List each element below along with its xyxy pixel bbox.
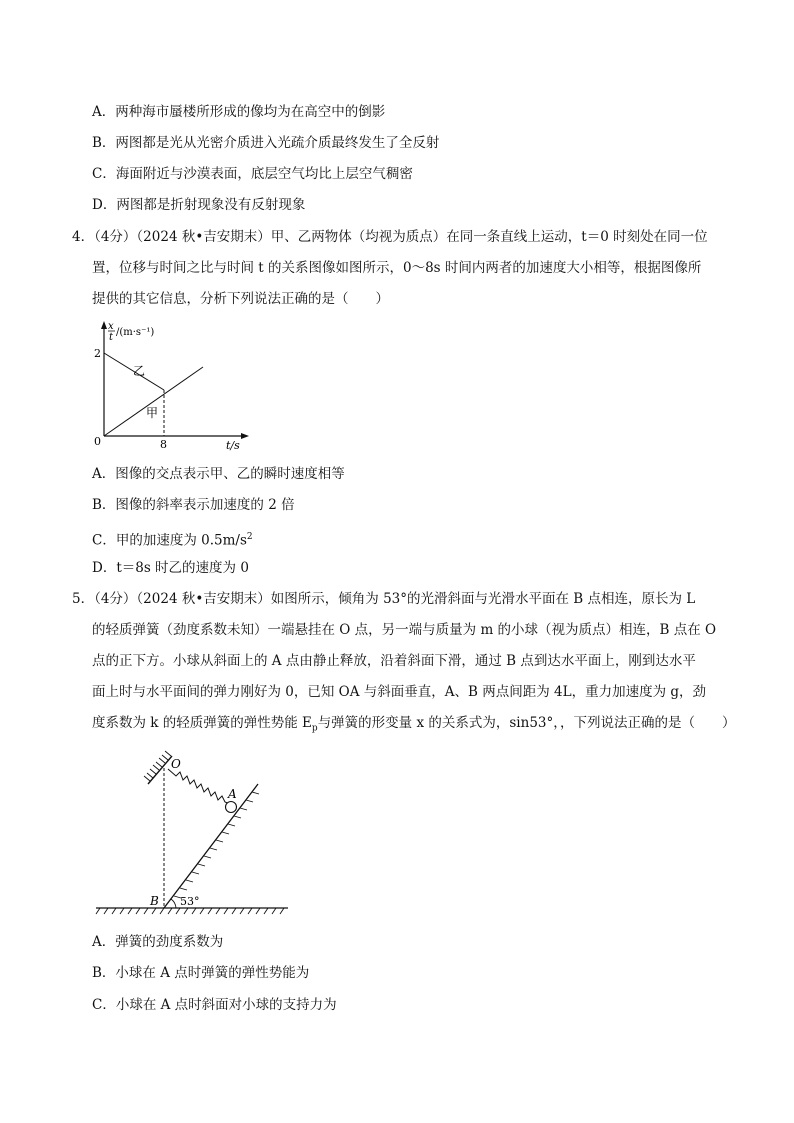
q5-stem-line2: 的轻质弹簧（劲度系数未知）一端悬挂在 O 点，另一端与质量为 m 的小球（视为质点）相连，B 点在 O [92,622,717,638]
y-label-den: t [109,332,114,343]
y-axis-arrow [101,321,107,329]
q5-stem-line3: 点的正下方。小球从斜面上的 A 点由静止释放，沿着斜面下滑，通过 B 点到达水平面上，刚到达水平 [92,653,696,669]
label-b: B [150,894,159,908]
q5-figure [92,748,292,916]
q3-option-b: B．两图都是光从光密介质进入光疏介质最终发生了全反射 [92,135,440,151]
ball-a [226,802,237,813]
y-label-unit: /(m·s⁻¹) [116,327,155,338]
q5-option-b: B．小球在 A 点时弹簧的弹性势能为 [92,965,310,981]
angle-label: 53° [180,895,200,908]
q3-option-d: D．两图都是折射现象没有反射现象 [92,197,306,213]
q4-option-c-sup: 2 [246,532,253,542]
origin-label: 0 [94,435,101,448]
q5-line5-b: 与弹簧的形变量 x 的关系式为，sin53°，，下列说法正确的是（ ） [317,715,736,731]
incline [164,784,258,908]
q4-stem-line3: 提供的其它信息，分析下列说法正确的是（ ） [92,291,389,307]
line-jia [104,367,203,436]
q5-stem-line4: 面上时与水平面间的弹力刚好为 0，已知 OA 与斜面垂直，A、B 两点间距为 4L，重力加速度为 g，劲 [92,684,707,700]
q5-line5-a: 度系数为 k 的轻质弹簧的弹性势能 E [92,715,312,731]
q4-stem-line1: 4．（4分）（2024 秋•吉安期末）甲、乙两物体（均视为质点）在同一条直线上运动，t＝0 时刻处在同一位 [72,229,708,245]
q3-option-a: A．两种海市蜃楼所形成的像均为在高空中的倒影 [92,104,386,120]
q5-stem-line5 [92,714,736,738]
q4-option-c-text: C．甲的加速度为 0.5m/s [92,532,247,549]
spring [168,769,230,804]
angle-arc [171,899,176,908]
q4-stem-line2: 置，位移与时间之比与时间 t 的关系图像如图所示，0～8s 时间内两者的加速度大小相等，根据图像所 [92,260,702,276]
incline-hatch [174,792,259,898]
label-o: O [171,757,181,771]
x-axis-arrow [241,433,249,439]
q4-option-a: A．图像的交点表示甲、乙的瞬时速度相等 [92,466,345,482]
q5-line5-sub: p [311,723,318,734]
label-a: A [228,787,237,801]
x-label: t/s [226,439,240,452]
ground-hatch [96,908,284,914]
q4-option-d: D．t＝8s 时乙的速度为 0 [92,560,249,576]
q4-graph [86,318,256,456]
x-tick-8: 8 [160,438,167,451]
q5-stem-line1: 5．（4分）（2024 秋•吉安期末）如图所示，倾角为 53°的光滑斜面与光滑水平面在 B 点相连，原长为 L [72,591,696,607]
y-tick-2: 2 [94,347,101,360]
q3-option-c: C．海面附近与沙漠表面，底层空气均比上层空气稠密 [92,166,413,182]
q5-option-c: C．小球在 A 点时斜面对小球的支持力为 [92,997,337,1013]
q5-option-a: A．弹簧的劲度系数为 [92,934,224,950]
q4-option-c [92,528,253,550]
q4-option-b: B．图像的斜率表示加速度的 2 倍 [92,497,295,513]
ceiling-hatch [144,751,171,781]
label-jia: 甲 [146,406,159,420]
y-label-num: x [108,321,114,332]
label-yi: 乙 [133,364,146,378]
